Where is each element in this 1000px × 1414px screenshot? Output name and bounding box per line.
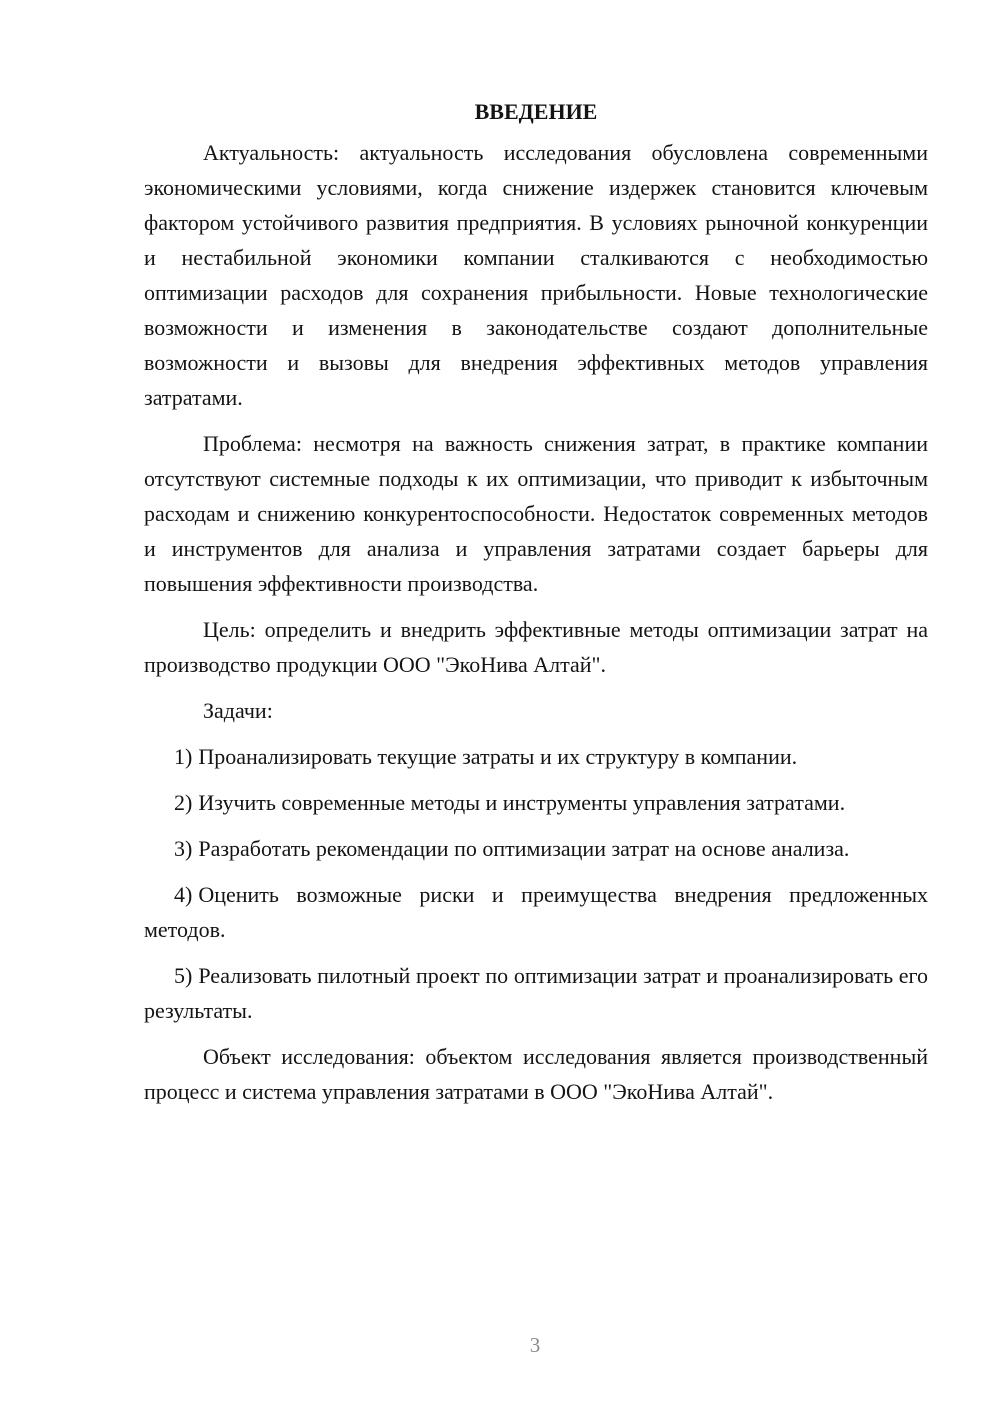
task-item [144,958,928,1028]
task-number: 2) [174,790,193,815]
page-number: 3 [529,1333,541,1357]
task-number: 1) [174,744,193,769]
task-number: 3) [174,836,193,861]
task-item [144,739,928,774]
object-paragraph: Объект исследования: объектом исследования является производственный процесс и система управления затратами в ООО "ЭкоНива Алтай". [144,1044,928,1104]
task-text: Оценить возможные риски и преимущества внедрения предложенных методов. [144,882,928,942]
task-item [144,785,928,820]
task-number: 4) [174,882,193,907]
task-text: Изучить современные методы и инструменты управления затратами. [198,790,846,815]
tasks-label: Задачи: [203,698,273,723]
page-content [144,94,928,1120]
goal-paragraph: Цель: определить и внедрить эффективные методы оптимизации затрат на производство продукции ООО "ЭкоНива Алтай". [144,617,928,677]
task-number: 5) [174,963,193,988]
problem-paragraph: Проблема: несмотря на важность снижения затрат, в практике компании отсутствуют системные подходы к их оптимизации, что приводит к избыточным расходам и снижению конкурентоспособности. Недостаток современных методов и инструментов для анализа и управления затратами создает барьеры для повышения эффективности производства. [144,431,928,596]
section-heading: ВВЕДЕНИЕ [474,99,598,124]
task-text: Разработать рекомендации по оптимизации затрат на основе анализа. [198,836,850,861]
task-item [144,831,928,866]
relevance-paragraph: Актуальность: актуальность исследования обусловлена современными экономическими условиями, когда снижение издержек становится ключевым фактором устойчивого развития предприятия. В условиях рыночной конкуренции и нестабильной экономики компании сталкиваются с необходимостью оптимизации расходов для сохранения прибыльности. Новые технологические возможности и изменения в законодательстве создают дополнительные возможности и вызовы для внедрения эффективных методов управления затратами. [144,140,928,410]
task-item [144,877,928,947]
task-text: Проанализировать текущие затраты и их структуру в компании. [198,744,798,769]
task-text: Реализовать пилотный проект по оптимизации затрат и проанализировать его результаты. [144,963,928,1023]
